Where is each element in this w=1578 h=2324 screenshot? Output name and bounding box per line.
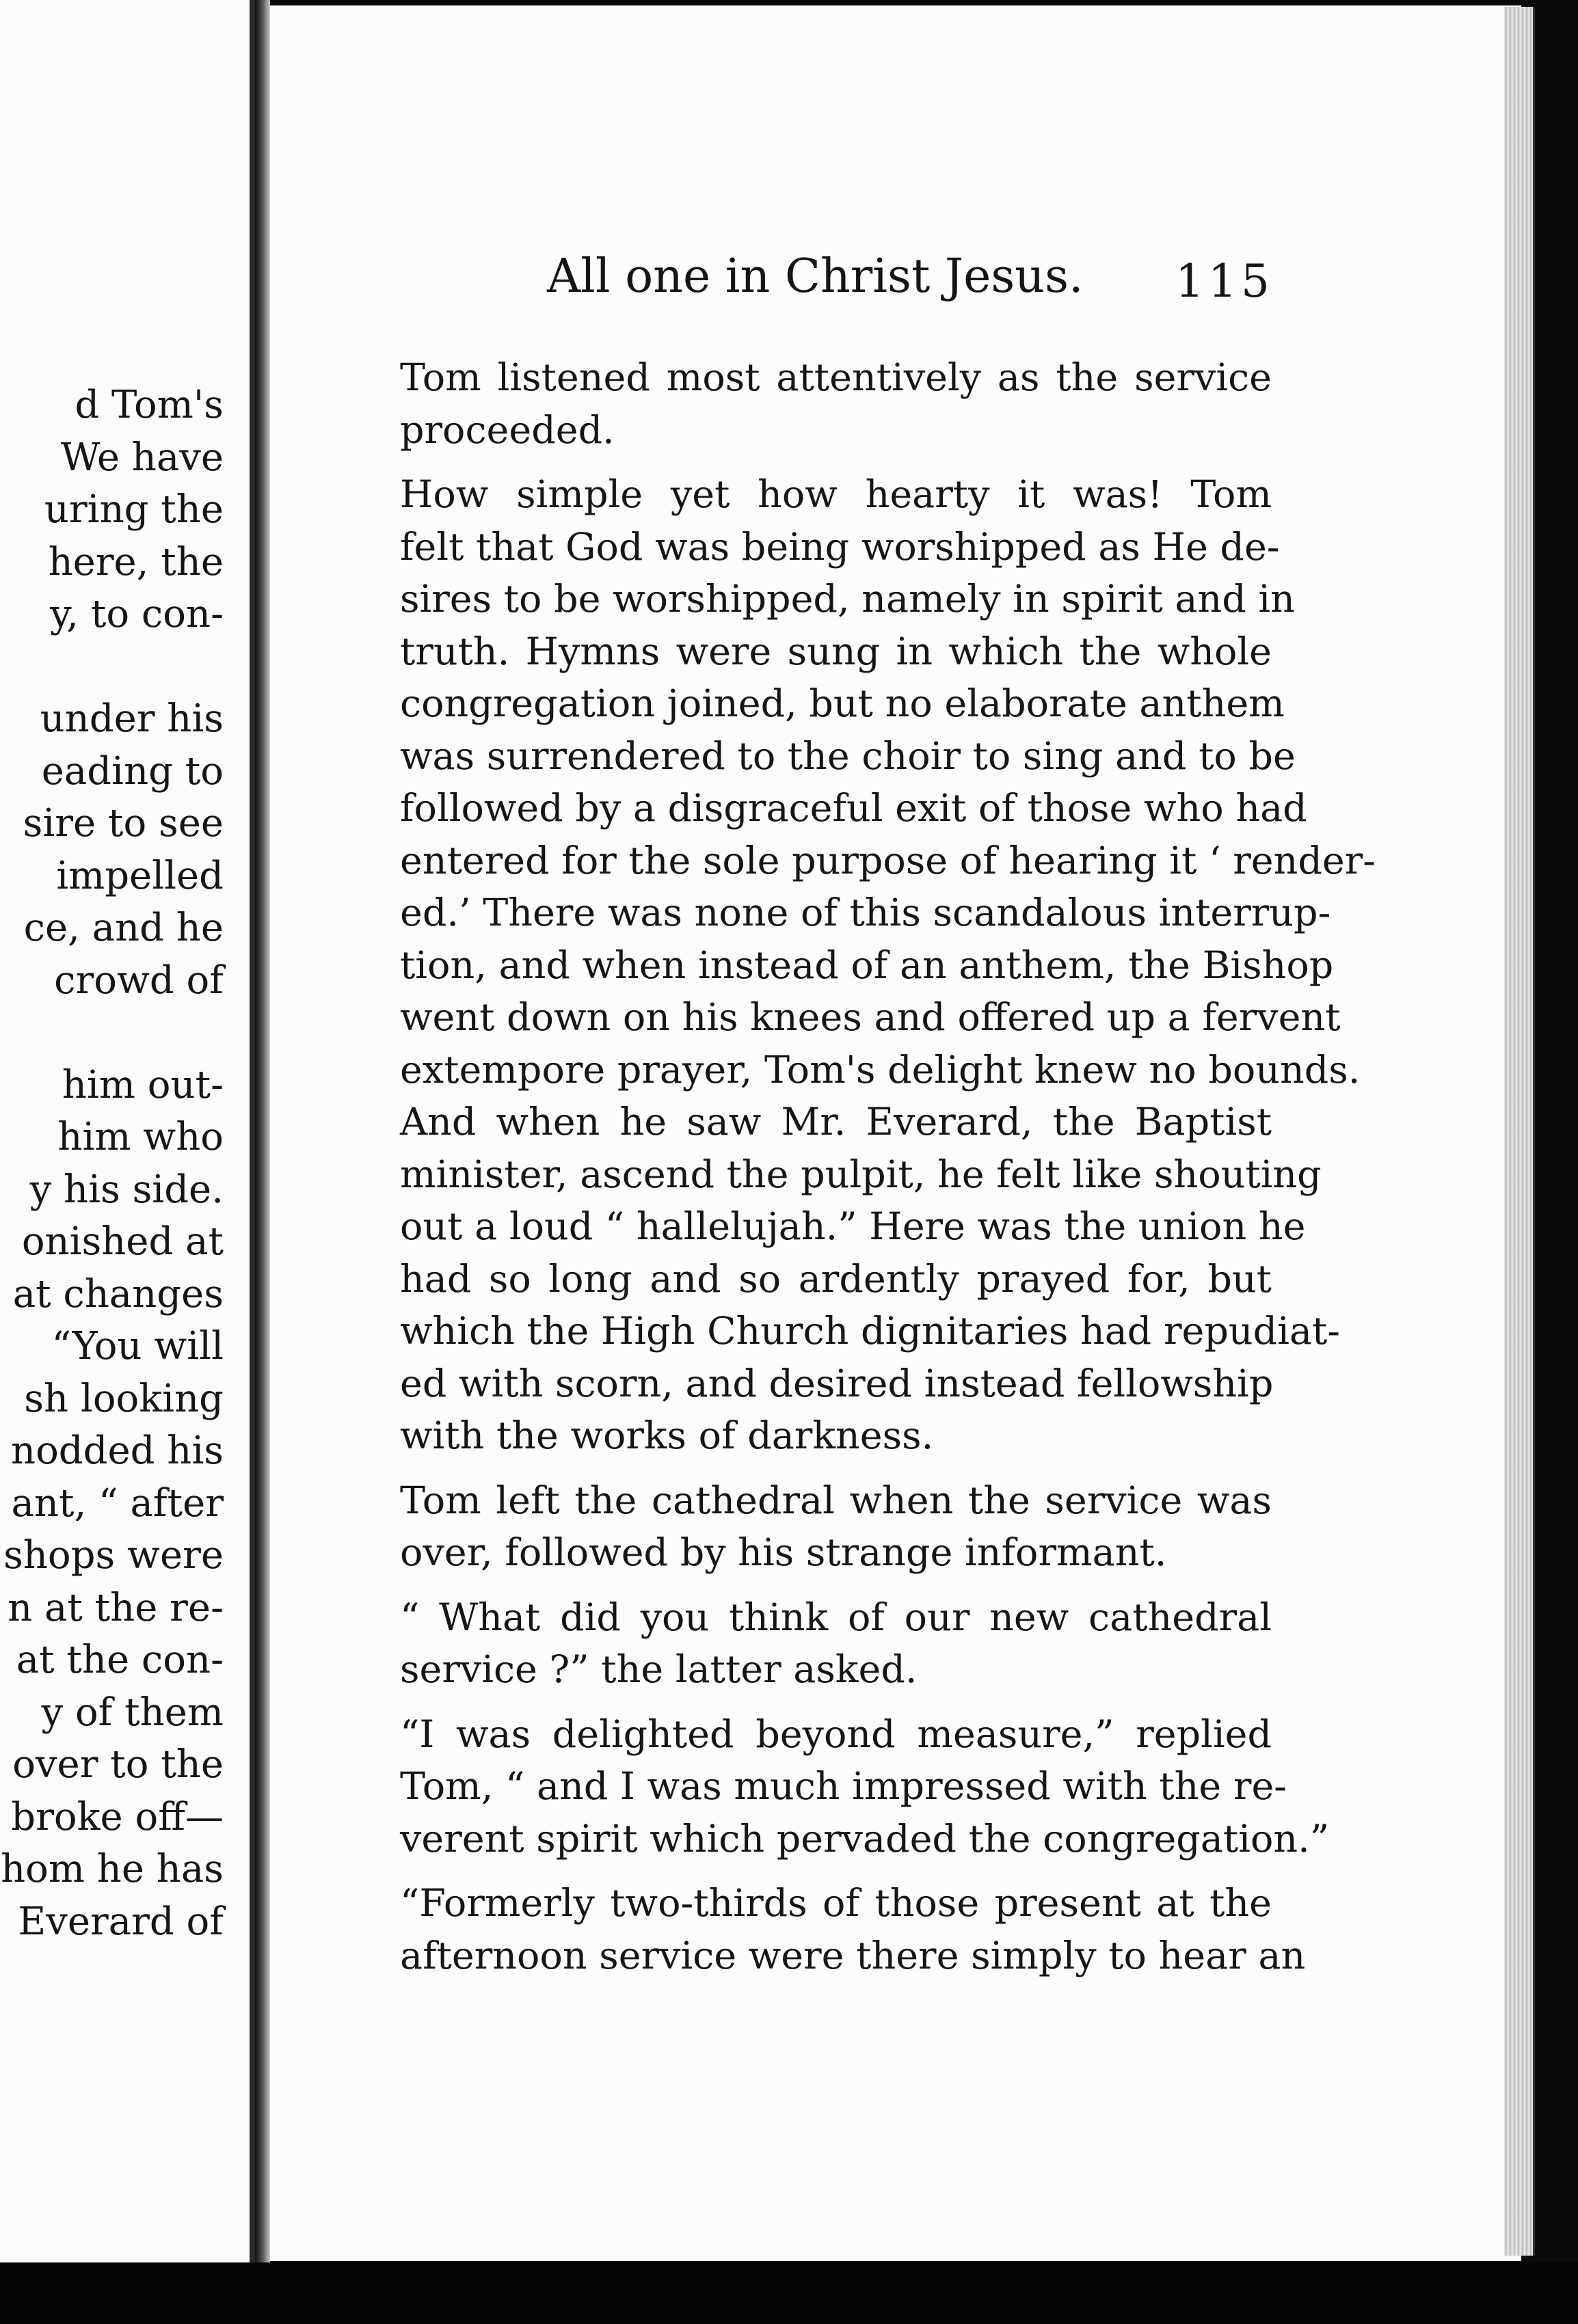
- left-page-line: impelled: [56, 853, 224, 898]
- text-line: “I was delighted beyond measure,” replied: [400, 1712, 1272, 1757]
- body-text: [356, 352, 1376, 1995]
- page-edge: [1504, 7, 1535, 2256]
- text-line: congregation joined, but no elaborate anthem: [400, 681, 1285, 726]
- left-page-line: d Tom's: [75, 383, 224, 427]
- left-page-line: y, to con-: [50, 592, 224, 636]
- text-line: felt that God was being worshipped as He de-: [400, 524, 1280, 569]
- paragraph: [356, 352, 1272, 457]
- page-number: 115: [1175, 255, 1274, 308]
- left-page-line: sire to see: [23, 801, 224, 846]
- text-line: service ?” the latter asked.: [400, 1647, 918, 1692]
- text-line: verent spirit which pervaded the congregation.”: [400, 1816, 1330, 1861]
- text-line: extempore prayer, Tom's delight knew no bounds.: [400, 1047, 1361, 1092]
- running-head: [547, 249, 1274, 325]
- left-page-line: ce, and he: [23, 906, 224, 950]
- text-line: minister, ascend the pulpit, he felt like shouting: [400, 1152, 1322, 1197]
- running-title: All one in Christ Jesus.: [547, 249, 1084, 303]
- text-line: afternoon service were there simply to hear an: [400, 1933, 1306, 1978]
- left-page: [0, 0, 255, 2269]
- left-page-line: ant, “ after: [11, 1481, 224, 1526]
- text-line: went down on his knees and offered up a fervent: [400, 995, 1341, 1040]
- text-line: “Formerly two-thirds of those present at the: [400, 1881, 1272, 1926]
- text-line: And when he saw Mr. Everard, the Baptist: [400, 1100, 1272, 1144]
- left-page-line: him who: [57, 1115, 224, 1159]
- left-page-line: at changes: [12, 1271, 224, 1316]
- text-line: ed with scorn, and desired instead fellowship: [400, 1361, 1274, 1406]
- paragraph: [356, 1475, 1272, 1580]
- text-line: truth. Hymns were sung in which the whole: [400, 629, 1272, 674]
- text-line: Tom left the cathedral when the service was: [400, 1478, 1272, 1523]
- left-page-line: uring the: [44, 487, 224, 532]
- text-line: had so long and so ardently prayed for, but: [400, 1256, 1272, 1301]
- left-page-line: [0, 641, 224, 694]
- left-page-line: onished at: [21, 1219, 224, 1264]
- left-page-text: [0, 379, 224, 1948]
- paragraph: [356, 469, 1376, 1463]
- left-page-line: hom he has: [1, 1847, 224, 1891]
- left-page-line: here, the: [48, 539, 224, 584]
- text-line: Tom listened most attentively as the service: [400, 355, 1272, 400]
- text-line: with the works of darkness.: [400, 1414, 934, 1458]
- paragraph: [356, 1592, 1272, 1697]
- text-line: proceeded.: [400, 407, 615, 452]
- left-page-line: [0, 1007, 224, 1059]
- left-page-line: shops were: [3, 1533, 224, 1578]
- left-page-line: broke off—: [11, 1794, 224, 1839]
- text-line: which the High Church dignitaries had repudiat-: [400, 1309, 1341, 1353]
- left-page-line: Everard of: [18, 1899, 224, 1944]
- text-line: followed by a disgraceful exit of those who had: [400, 786, 1307, 830]
- text-line: ed.’ There was none of this scandalous interrup-: [400, 891, 1331, 935]
- left-page-line: him out-: [62, 1062, 224, 1107]
- text-line: was surrendered to the choir to sing and to be: [400, 733, 1296, 779]
- left-page-line: n at the re-: [8, 1585, 224, 1630]
- bottom-shadow: [0, 2262, 1578, 2324]
- text-line: tion, and when instead of an anthem, the Bishop: [400, 943, 1334, 988]
- text-line: “ What did you think of our new cathedral: [400, 1595, 1272, 1640]
- left-page-line: crowd of: [54, 958, 224, 1003]
- left-page-line: nodded his: [11, 1429, 224, 1473]
- left-page-line: sh looking: [24, 1376, 224, 1421]
- left-page-line: over to the: [12, 1742, 224, 1787]
- left-page-line: eading to: [41, 748, 224, 794]
- left-page-line: y his side.: [29, 1167, 224, 1212]
- book-gutter: [255, 0, 270, 2269]
- text-line: over, followed by his strange informant.: [400, 1530, 1167, 1575]
- text-line: How simple yet how hearty it was! Tom: [400, 472, 1272, 517]
- text-line: out a loud “ hallelujah.” Here was the union he: [400, 1204, 1306, 1249]
- left-page-line: y of them: [41, 1690, 224, 1735]
- left-page-line: under his: [40, 697, 224, 741]
- paragraph: [356, 1709, 1330, 1866]
- text-line: entered for the sole purpose of hearing it ‘ render-: [400, 838, 1376, 883]
- left-page-line: We have: [60, 435, 224, 480]
- left-page-line: “You will: [51, 1324, 224, 1368]
- text-line: Tom, “ and I was much impressed with the re-: [400, 1764, 1287, 1809]
- text-line: sires to be worshipped, namely in spirit and in: [400, 577, 1295, 621]
- paragraph: [356, 1878, 1306, 1982]
- left-page-line: at the con-: [16, 1638, 224, 1682]
